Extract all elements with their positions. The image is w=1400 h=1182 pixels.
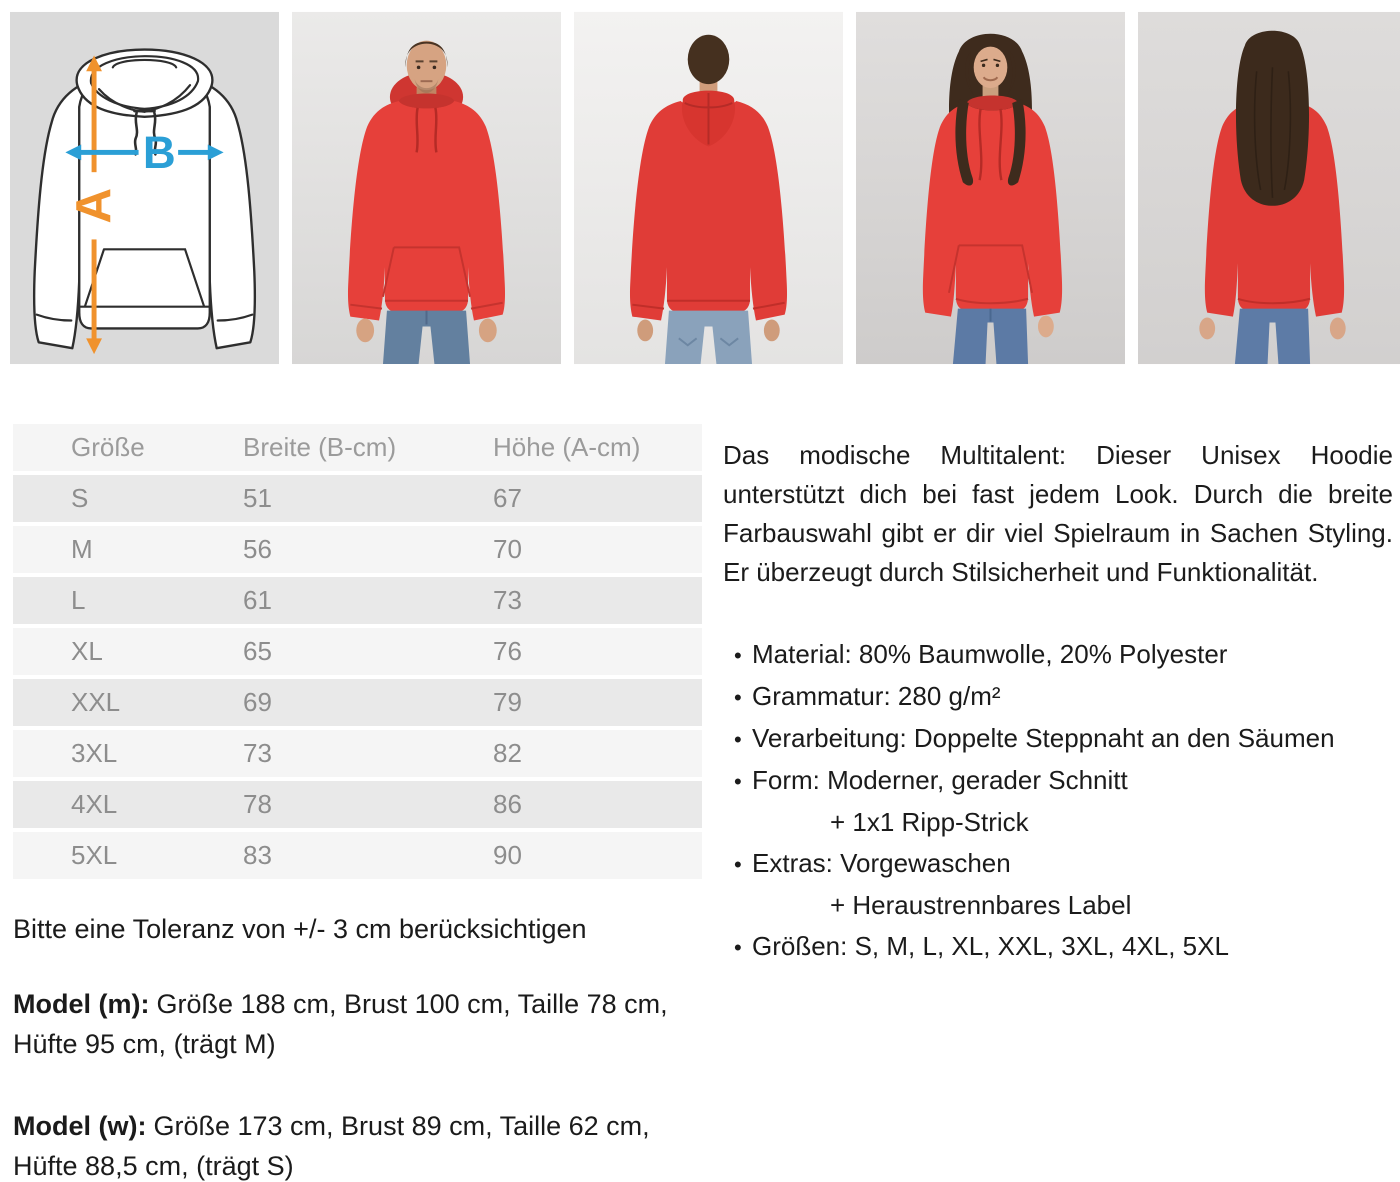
table-row	[13, 832, 702, 879]
diagram-label-b: B	[142, 127, 176, 179]
cell-breite: 78	[243, 789, 272, 819]
bullet-dot-icon	[723, 634, 752, 676]
col-header-groesse: Größe	[71, 432, 145, 462]
photo-man-back	[574, 10, 843, 366]
cell-breite: 51	[243, 483, 272, 513]
cell-hoehe: 70	[493, 534, 522, 564]
model-m-label: Model (m):	[13, 989, 150, 1019]
cell-size: 3XL	[71, 738, 118, 768]
face	[974, 47, 1008, 89]
feature-item	[723, 676, 1393, 718]
size-diagram-image	[10, 10, 279, 366]
table-row	[13, 781, 702, 828]
cell-breite: 65	[243, 636, 272, 666]
diagram-label-a: A	[65, 187, 121, 224]
table-row	[13, 730, 702, 777]
table-row	[13, 577, 702, 624]
cell-breite: 83	[243, 840, 272, 870]
feature-item	[723, 926, 1393, 968]
hoodie-body	[923, 103, 1062, 317]
feature-text: Verarbeitung: Doppelte Steppnaht an den Säumen	[752, 723, 1335, 753]
cell-size: S	[71, 483, 89, 513]
size-table-header-row	[13, 424, 702, 471]
photo-woman-front	[856, 10, 1125, 366]
feature-item	[723, 634, 1393, 676]
model-w-text: Größe 173 cm, Brust 89 cm, Taille 62 cm, Hüfte 88,5 cm, (trägt S)	[13, 1111, 650, 1181]
cell-hoehe: 90	[493, 840, 522, 870]
feature-text: Größen: S, M, L, XL, XXL, 3XL, 4XL, 5XL	[752, 931, 1229, 961]
size-table	[13, 424, 702, 883]
model-w-info	[13, 1106, 718, 1182]
photo-woman-back	[1138, 10, 1400, 366]
cell-hoehe: 79	[493, 687, 522, 717]
bullet-dot-icon	[723, 676, 752, 718]
cell-breite: 61	[243, 585, 272, 615]
cell-size: L	[71, 585, 86, 615]
cell-hoehe: 73	[493, 585, 522, 615]
feature-text: Extras: Vorgewaschen	[752, 848, 1011, 878]
table-row	[13, 526, 702, 573]
model-m-text: Größe 188 cm, Brust 100 cm, Taille 78 cm, Hüfte 95 cm, (trägt M)	[13, 989, 668, 1059]
woman-front-illustration	[856, 10, 1125, 366]
hair	[1236, 31, 1309, 206]
bullet-dot-icon	[723, 718, 752, 760]
table-row	[13, 679, 702, 726]
bullet-dot-icon	[723, 926, 752, 968]
feature-item	[723, 843, 1393, 885]
cell-breite: 56	[243, 534, 272, 564]
tolerance-note: Bitte eine Toleranz von +/- 3 cm berücksichtigen	[13, 914, 587, 944]
bullet-dot-icon	[723, 843, 752, 885]
photo-man-front	[292, 10, 561, 366]
feature-sub-text: + Heraustrennbares Label	[830, 890, 1132, 920]
hair	[688, 35, 730, 84]
model-m-info	[13, 984, 718, 1064]
table-row	[13, 628, 702, 675]
cell-hoehe: 82	[493, 738, 522, 768]
woman-back-illustration	[1138, 10, 1400, 366]
cell-hoehe: 67	[493, 483, 522, 513]
cell-size: XXL	[71, 687, 121, 717]
model-w-label: Model (w):	[13, 1111, 147, 1141]
hoodie-body	[348, 101, 505, 321]
feature-item	[723, 718, 1393, 760]
cell-size: 5XL	[71, 840, 118, 870]
cell-size: 4XL	[71, 789, 118, 819]
cell-breite: 73	[243, 738, 272, 768]
cell-hoehe: 76	[493, 636, 522, 666]
feature-text: Grammatur: 280 g/m²	[752, 681, 1001, 711]
feature-sub-text: + 1x1 Ripp-Strick	[830, 807, 1029, 837]
hoodie-measurement-diagram	[10, 10, 279, 366]
col-header-breite: Breite (B-cm)	[243, 432, 397, 462]
cell-hoehe: 86	[493, 789, 522, 819]
feature-text: Form: Moderner, gerader Schnitt	[752, 765, 1128, 795]
product-features-list	[723, 634, 1393, 968]
col-header-hoehe: Höhe (A-cm)	[493, 432, 641, 462]
cell-size: XL	[71, 636, 103, 666]
man-front-illustration	[292, 10, 561, 366]
cell-size: M	[71, 534, 93, 564]
cell-breite: 69	[243, 687, 272, 717]
product-image-gallery	[10, 10, 1400, 366]
product-description-column	[723, 436, 1393, 968]
table-row	[13, 475, 702, 522]
feature-text: Material: 80% Baumwolle, 20% Polyester	[752, 639, 1228, 669]
bullet-dot-icon	[723, 760, 752, 802]
man-back-illustration	[574, 10, 843, 366]
product-description: Das modische Multitalent: Dieser Unisex Hoodie unterstützt dich bei fast jedem Look. Durch die breite Farbauswahl gibt er dir viel Spielraum in Sachen Styling. Er überzeugt durch Stilsicherheit und Funktionalität.	[723, 440, 1393, 587]
feature-item	[723, 760, 1393, 802]
